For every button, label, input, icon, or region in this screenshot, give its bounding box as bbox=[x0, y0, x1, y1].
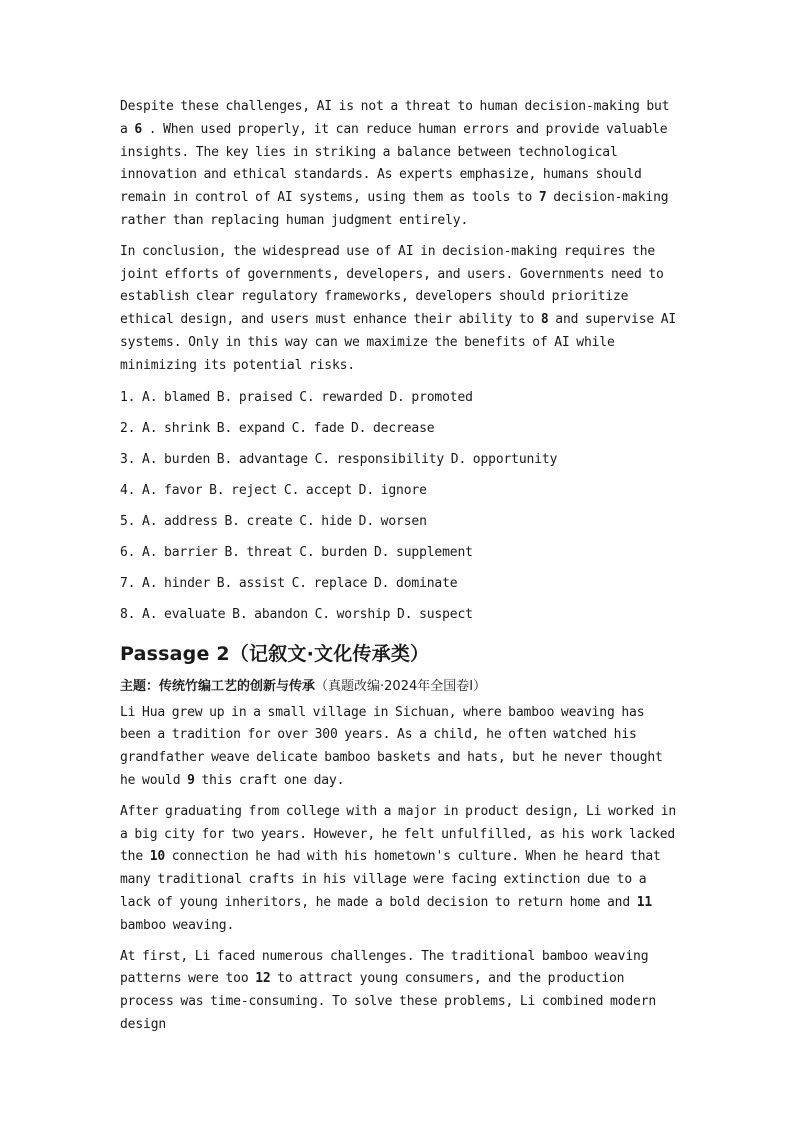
option-line-8: 8. A. evaluate B. abandon C. worship D. suspect bbox=[120, 606, 473, 622]
passage2-paragraph-1 bbox=[120, 702, 680, 793]
option-line-1: 1. A. blamed B. praised C. rewarded D. promoted bbox=[120, 389, 473, 405]
passage2-heading: Passage 2（记叙文·文化传承类） bbox=[120, 642, 430, 665]
theme-title: 传统竹编工艺的创新与传承 bbox=[159, 678, 316, 694]
theme-label: 主题： bbox=[120, 678, 160, 694]
paragraph-text: bamboo weaving. bbox=[120, 917, 235, 933]
passage1-paragraphs bbox=[120, 96, 680, 378]
option-line-4: 4. A. favor B. reject C. accept D. ignore bbox=[120, 482, 427, 498]
blank-number: 11 bbox=[636, 894, 653, 910]
blank-number: 10 bbox=[149, 849, 166, 865]
option-line-7: 7. A. hinder B. assist C. replace D. dominate bbox=[120, 575, 458, 591]
option-line-6: 6. A. barrier B. threat C. burden D. supplement bbox=[120, 544, 473, 560]
blank-number: 9 bbox=[187, 772, 195, 788]
paragraph-text: . When used properly, it can reduce human errors and provide valuable insights. The key lies in striking a balance between technological innovation and ethical standards. As experts emphasize, humans should remain in control of AI systems, using them as tools to bbox=[120, 121, 668, 206]
blank-number: 7 bbox=[538, 190, 547, 206]
option-line-5: 5. A. address B. create C. hide D. worsen bbox=[120, 513, 427, 529]
paragraph-text: to attract young consumers, and the production process was time-consuming. To solve these problems, Li combined modern design bbox=[120, 971, 657, 1032]
passage1-paragraph-2 bbox=[120, 241, 680, 378]
answer-options-list bbox=[120, 382, 680, 630]
passage2-paragraph-3 bbox=[120, 946, 680, 1037]
theme-source: （真题改编·2024年全国卷Ⅰ） bbox=[315, 678, 487, 694]
page-content bbox=[120, 96, 680, 1045]
paragraph-text: Despite these challenges, AI is not a threat to human decision-making but a bbox=[120, 99, 670, 137]
passage2-paragraphs bbox=[120, 702, 680, 1037]
option-line-2: 2. A. shrink B. expand C. fade D. decrease bbox=[120, 420, 435, 436]
option-line-3: 3. A. burden B. advantage C. responsibility D. opportunity bbox=[120, 451, 558, 467]
paragraph-text: decision-making rather than replacing human judgment entirely. bbox=[120, 190, 669, 228]
paragraph-text: this craft one day. bbox=[194, 772, 345, 788]
paragraph-text: After graduating from college with a major in product design, Li worked in a big city for two years. However, he felt unfulfilled, as his work lacked the bbox=[120, 803, 677, 865]
paragraph-text: Li Hua grew up in a small village in Sichuan, where bamboo weaving has been a tradition for over 300 years. As a child, he often watched his grandfather weave delicate bamboo baskets and hats, but he never thought he would bbox=[120, 704, 663, 788]
passage2-paragraph-2 bbox=[120, 801, 680, 938]
paragraph-text: and supervise AI systems. Only in this way can we maximize the benefits of AI while minimizing its potential risks. bbox=[120, 312, 677, 373]
paragraph-text: In conclusion, the widespread use of AI in decision-making requires the joint efforts of governments, developers, and users. Governments need to establish clear regulatory frameworks, developers should prioritize ethical design, and users must enhance their ability to bbox=[120, 243, 664, 328]
passage1-paragraph-1 bbox=[120, 96, 680, 233]
passage2-theme bbox=[120, 676, 680, 698]
paragraph-text: At first, Li faced numerous challenges. The traditional bamboo weaving patterns were too bbox=[120, 948, 649, 987]
blank-number: 6 bbox=[134, 121, 143, 137]
blank-number: 12 bbox=[255, 971, 271, 987]
paragraph-text: connection he had with his hometown's culture. When he heard that many traditional crafts in his village were facing extinction due to a lack of young inheritors, he made a bold decision to return home and bbox=[120, 849, 661, 910]
blank-number: 8 bbox=[540, 312, 549, 328]
